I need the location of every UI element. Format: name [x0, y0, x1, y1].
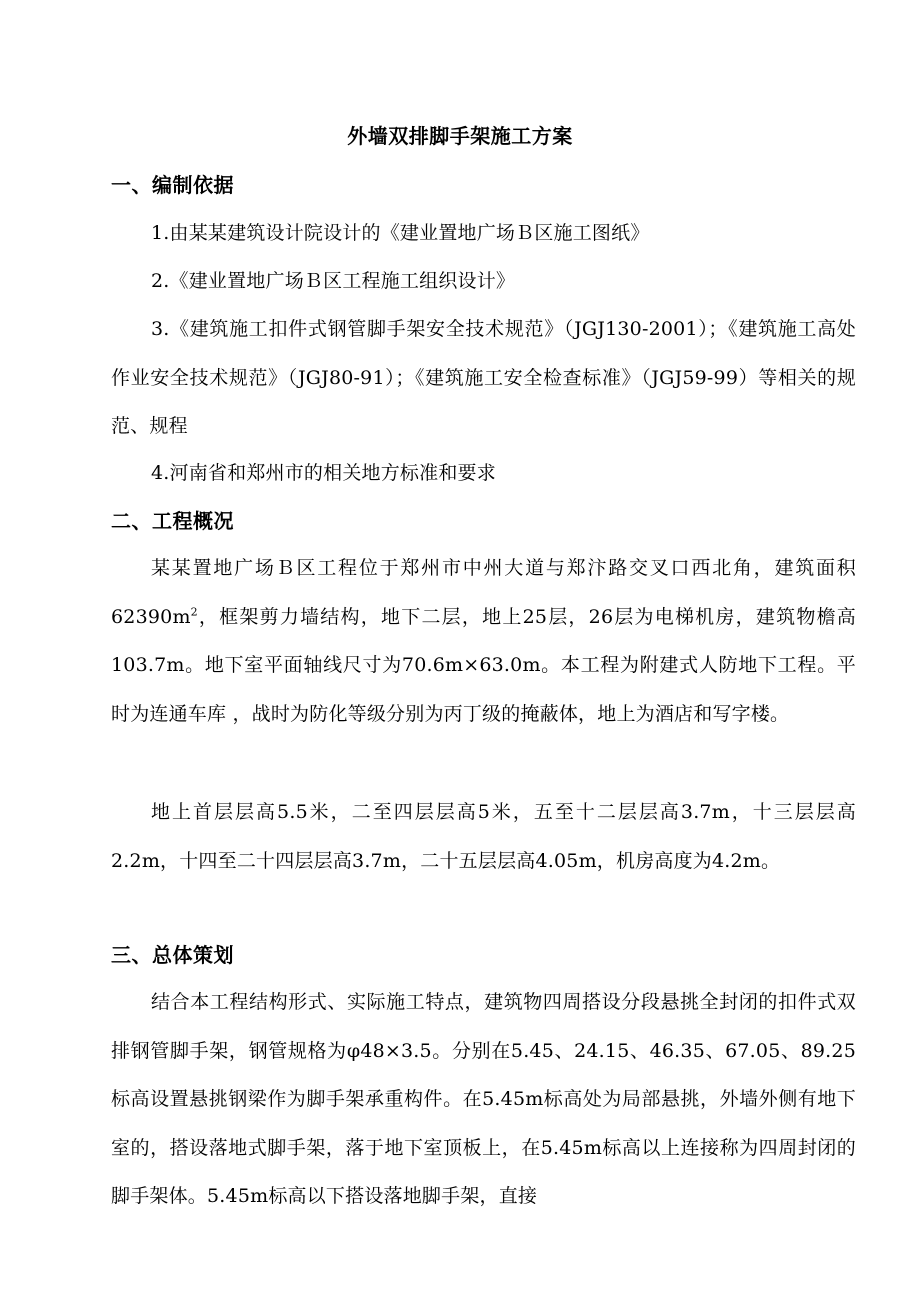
paragraph-1-3: 3.《建筑施工扣件式钢管脚手架安全技术规范》（JGJ130-2001）；《建筑施工高处作业安全技术规范》（JGJ80-91）；《建筑施工安全检查标准》（JGJ59-99）等相关的规范、规程: [111, 318, 856, 437]
paragraph-1-4: 4.河南省和郑州市的相关地方标准和要求: [151, 462, 496, 484]
paragraph-1-2: 2.《建业置地广场Ｂ区工程施工组织设计》: [151, 270, 516, 292]
paragraph-3-1: 结合本工程结构形式、实际施工特点，建筑物四周搭设分段悬挑全封闭的扣件式双排钢管脚手架，钢管规格为φ48×3.5。分别在5.45、24.15、46.35、67.05、89.25标高设置悬挑钢梁作为脚手架承重构件。在5.45m标高处为局部悬挑，外墙外侧有地下室的，搭设落地式脚手架，落于地下室顶板上，在5.45m标高以上连接称为四周封闭的脚手架体。5.45m标高以下搭设落地脚手架，直接: [111, 991, 856, 1207]
section-heading-3: 三、总体策划: [111, 943, 234, 967]
paragraph-1-1: 1.由某某建筑设计院设计的《建业置地广场Ｂ区施工图纸》: [151, 222, 650, 244]
section-heading-1: 一、编制依据: [111, 173, 234, 197]
document-title: 外墙双排脚手架施工方案: [347, 124, 573, 148]
superscript-2: 2: [190, 605, 198, 619]
paragraph-2-1-rest: ，框架剪力墙结构，地下二层，地上25层，26层为电梯机房，建筑物檐高103.7m。地下室平面轴线尺寸为70.6m×63.0m。本工程为附建式人防地下工程。平时为连通车库 ，战时为防化等级分别为丙丁级的掩蔽体，地上为酒店和写字楼。: [111, 605, 856, 725]
paragraph-2-1-lead: 某某置地广场Ｂ区工程位于郑州市中州大道与郑汴路交叉口西北角，建筑面积62390m: [111, 557, 856, 628]
paragraph-2-2: 地上首层层高5.5米，二至四层层高5米，五至十二层层高3.7m，十三层层高2.2m，十四至二十四层层高3.7m，二十五层层高4.05m，机房高度为4.2m。: [111, 801, 856, 872]
section-heading-2: 二、工程概况: [111, 509, 234, 533]
paragraph-2-1: [111, 544, 856, 738]
